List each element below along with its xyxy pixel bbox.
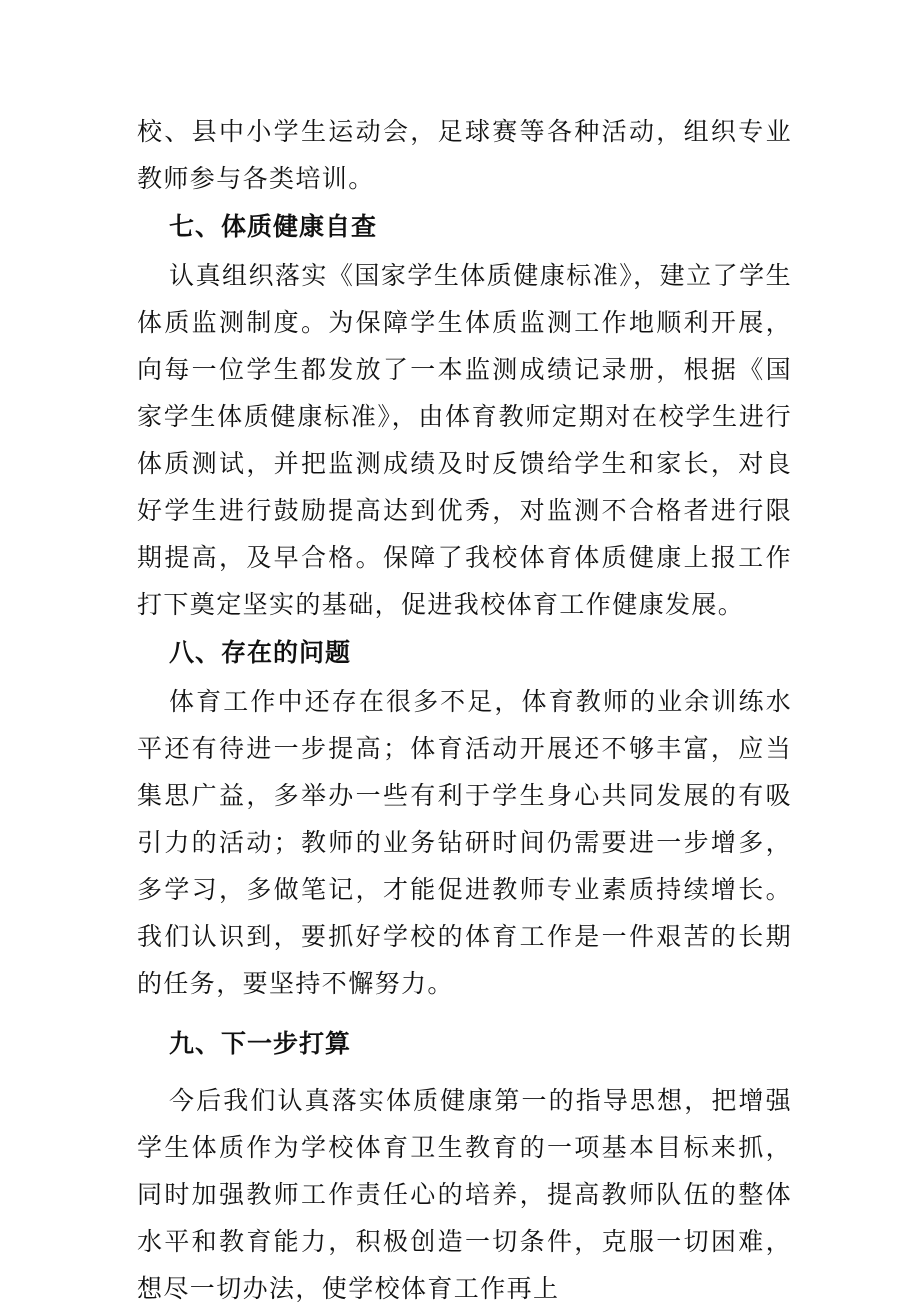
section-7-heading: 七、体质健康自查 — [169, 212, 378, 241]
section-7-body: 认真组织落实《国家学生体质健康标准》，建立了学生体质监测制度。为保障学生体质监测工作地顺利开展，向每一位学生都发放了一本监测成绩记录册，根据《国家学生体质健康标准》，由体育教师定期对在校学生进行体质测试，并把监测成绩及时反馈给学生和家长，对良好学生进行鼓励提高达到优秀，对监测不合格者进行限期提高，及早合格。保障了我校体育体质健康上报工作打下奠定坚实的基础，促进我校体育工作健康发展。 — [137, 261, 792, 619]
section-9-body: 今后我们认真落实体质健康第一的指导思想，把增强学生体质作为学校体育卫生教育的一项基本目标来抓，同时加强教师工作责任心的培养，提高教师队伍的整体水平和教育能力，积极创造一切条件，克服一切困难，想尽一切办法，使学校体育工作再上 — [137, 1086, 792, 1303]
document-page — [137, 108, 792, 1312]
section-8-body: 体育工作中还存在很多不足，体育教师的业余训练水平还有待进一步提高；体育活动开展还不够丰富，应当集思广益，多举办一些有利于学生身心共同发展的有吸引力的活动；教师的业务钻研时间仍需要进一步增多，多学习，多做笔记，才能促进教师专业素质持续增长。我们认识到，要抓好学校的体育工作是一件艰苦的长期的任务，要坚持不懈努力。 — [137, 687, 792, 998]
section-9-heading: 九、下一步打算 — [169, 1029, 352, 1058]
section-8-heading: 八、存在的问题 — [169, 638, 352, 667]
intro-continuation-paragraph: 校、县中小学生运动会，足球赛等各种活动，组织专业教师参与各类培训。 — [137, 117, 792, 193]
